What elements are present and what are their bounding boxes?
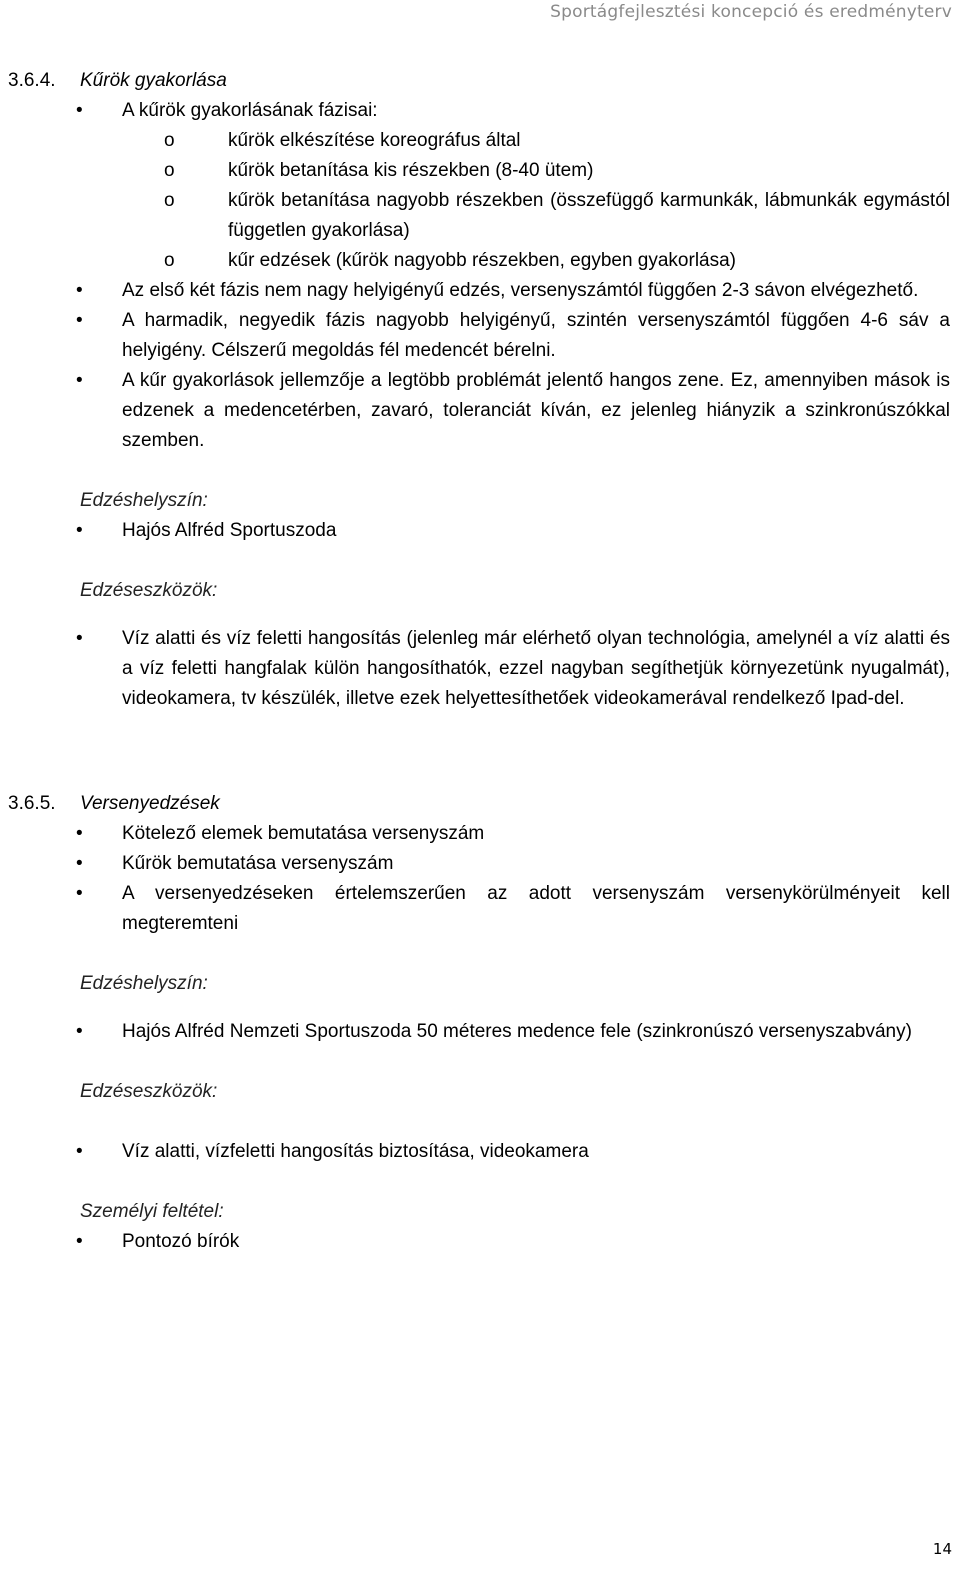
bullet-icon: • [76,628,83,649]
circle-bullet-icon: o [164,190,175,211]
section-heading-3-6-4 [8,66,950,96]
list-item-text: A versenyedzéseken értelemszerűen az adott versenyszám versenykörülményeit kell megteremteni [122,883,950,934]
list-item-text: Víz alatti, vízfeletti hangosítás biztosítása, videokamera [122,1141,589,1162]
venue-list [0,516,950,546]
sub-list-item [0,246,950,276]
phases-list [0,96,950,456]
list-item [0,516,950,546]
section-title: Kűrök gyakorlása [80,70,227,91]
bullet-icon: • [76,853,83,874]
list-item [0,276,950,306]
sub-item-text: kűr edzések (kűrök nagyobb részekben, egyben gyakorlása) [228,250,737,271]
list-item [0,366,950,456]
list-item [0,624,950,714]
personnel-list [0,1227,950,1257]
list-item [0,1137,950,1167]
circle-bullet-icon: o [164,130,175,151]
bullet-icon: • [76,280,83,301]
list-item [0,819,950,849]
venue-label: Edzéshelyszín: [80,490,208,511]
section-title: Versenyedzések [80,793,220,814]
circle-bullet-icon: o [164,250,175,271]
list-item-text: Pontozó bírók [122,1231,240,1252]
bullet-icon: • [76,100,83,121]
competition-list [0,819,950,939]
personnel-label: Személyi feltétel: [80,1201,224,1222]
section-number: 3.6.5. [8,793,56,814]
list-item [0,1017,950,1047]
list-item [0,1227,950,1257]
sub-list-item [0,186,950,246]
bullet-icon: • [76,370,83,391]
section-number: 3.6.4. [8,70,56,91]
list-item-text: A kűr gyakorlások jellemzője a legtöbb problémát jelentő hangos zene. Ez, amennyiben mások is edzenek a medencetérben, zavaró, toleranciát kíván, ez jelenleg hiányzik a szinkronúszókkal szemben. [122,370,950,451]
sub-item-text: kűrök betanítása kis részekben (8-40 ütem) [228,160,594,181]
phase-sublist [122,126,950,276]
list-item-text: Hajós Alfréd Nemzeti Sportuszoda 50 méteres medence fele (szinkronúszó versenyszabvány) [122,1021,912,1042]
sub-list-item [0,126,950,156]
list-item-text: A kűrök gyakorlásának fázisai: [122,100,378,121]
sub-list-item [0,156,950,186]
document-body [0,66,950,1257]
section-heading-3-6-5 [8,789,950,819]
list-item [0,879,950,939]
bullet-icon: • [76,310,83,331]
equipment-label: Edzéseszközök: [80,1081,218,1102]
bullet-icon: • [76,1021,83,1042]
equipment-list [0,624,950,714]
circle-bullet-icon: o [164,160,175,181]
running-header: Sportágfejlesztési koncepció és eredményterv [550,2,952,22]
page-number: 14 [932,1540,952,1558]
equipment-list [0,1137,950,1167]
list-item [0,849,950,879]
list-item-text: Víz alatti és víz feletti hangosítás (jelenleg már elérhető olyan technológia, amelynél a víz alatti és a víz feletti hangfalak külön hangosíthatók, ezzel nagyban segíthetjük környezetünk nyugalmát), videokamera, tv készülék, illetve ezek helyettesíthetőek videokamerával rendelkező Ipad-del. [122,628,950,709]
bullet-icon: • [76,1141,83,1162]
list-item-text: Hajós Alfréd Sportuszoda [122,520,337,541]
bullet-icon: • [76,1231,83,1252]
venue-label: Edzéshelyszín: [80,973,208,994]
list-item [0,306,950,366]
bullet-icon: • [76,883,83,904]
list-item-text: A harmadik, negyedik fázis nagyobb helyigényű, szintén versenyszámtól függően 4-6 sáv a helyigény. Célszerű megoldás fél medencét bérelni. [122,310,950,361]
list-item-text: Kűrök bemutatása versenyszám [122,853,394,874]
list-item-text: Kötelező elemek bemutatása versenyszám [122,823,485,844]
bullet-icon: • [76,520,83,541]
equipment-label: Edzéseszközök: [80,580,218,601]
list-item-text: Az első két fázis nem nagy helyigényű edzés, versenyszámtól függően 2-3 sávon elvégezhető. [122,280,919,301]
sub-item-text: kűrök betanítása nagyobb részekben (összefüggő karmunkák, lábmunkák egymástól független gyakorlása) [228,190,950,241]
sub-item-text: kűrök elkészítése koreográfus által [228,130,521,151]
venue-list [0,1017,950,1047]
bullet-icon: • [76,823,83,844]
list-item [0,96,950,276]
